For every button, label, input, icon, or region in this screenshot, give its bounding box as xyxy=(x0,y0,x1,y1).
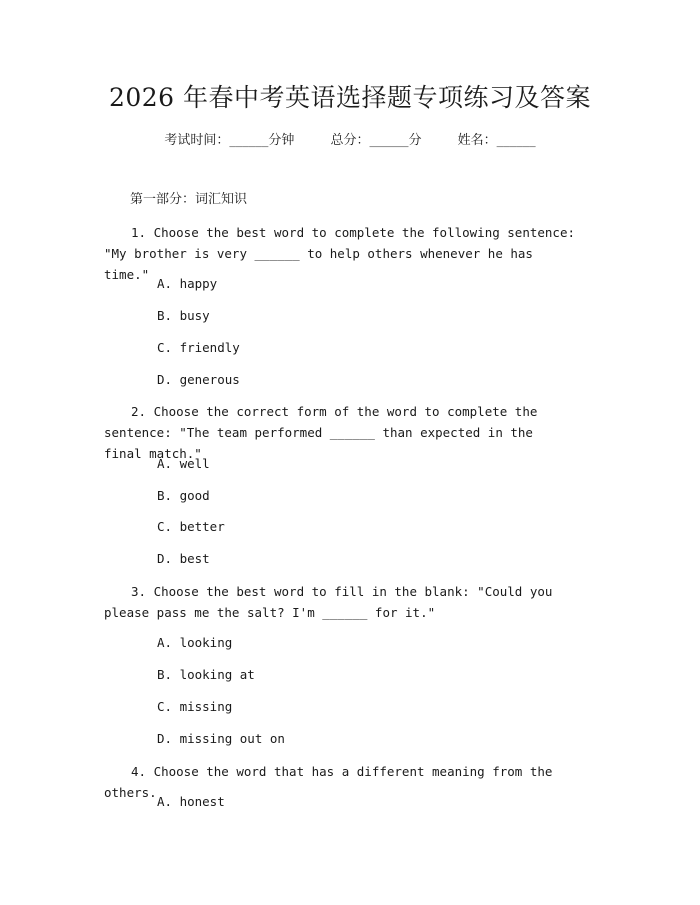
question-2-text: 2. Choose the correct form of the word to complete the sentence: "The team performed ______ than expected in the final match." xyxy=(104,404,538,461)
question-3-option-d: D. missing out on xyxy=(157,731,285,746)
exam-meta xyxy=(0,130,700,152)
exam-score-field: 总分：______分 xyxy=(330,133,422,148)
exam-time-field: 考试时间：______分钟 xyxy=(164,133,295,148)
question-1-option-d: D. generous xyxy=(157,372,240,387)
question-1-option-b: B. busy xyxy=(157,308,210,323)
question-1-text: 1. Choose the best word to complete the following sentence: "My brother is very ______ to help others whenever he has time." xyxy=(104,225,576,282)
section-title: 第一部分：词汇知识 xyxy=(130,192,248,207)
question-3-text: 3. Choose the best word to fill in the blank: "Could you please pass me the salt? I'm ______ for it." xyxy=(104,584,553,620)
question-2-option-c: C. better xyxy=(157,519,225,534)
question-1-option-c: C. friendly xyxy=(157,340,240,355)
student-name-field: 姓名：______ xyxy=(457,133,536,148)
page-title: 2026 年春中考英语选择题专项练习及答案 xyxy=(108,83,592,112)
question-1-option-a: A. happy xyxy=(157,276,218,291)
question-2-option-d: D. best xyxy=(157,551,210,566)
question-3-option-b: B. looking at xyxy=(157,667,255,682)
question-4-option-a: A. honest xyxy=(157,794,225,809)
question-3-option-a: A. looking xyxy=(157,635,233,650)
question-2-option-a: A. well xyxy=(157,456,210,471)
question-2-option-b: B. good xyxy=(157,488,210,503)
question-3-option-c: C. missing xyxy=(157,699,233,714)
question-4-text: 4. Choose the word that has a different meaning from the others. xyxy=(104,764,553,800)
